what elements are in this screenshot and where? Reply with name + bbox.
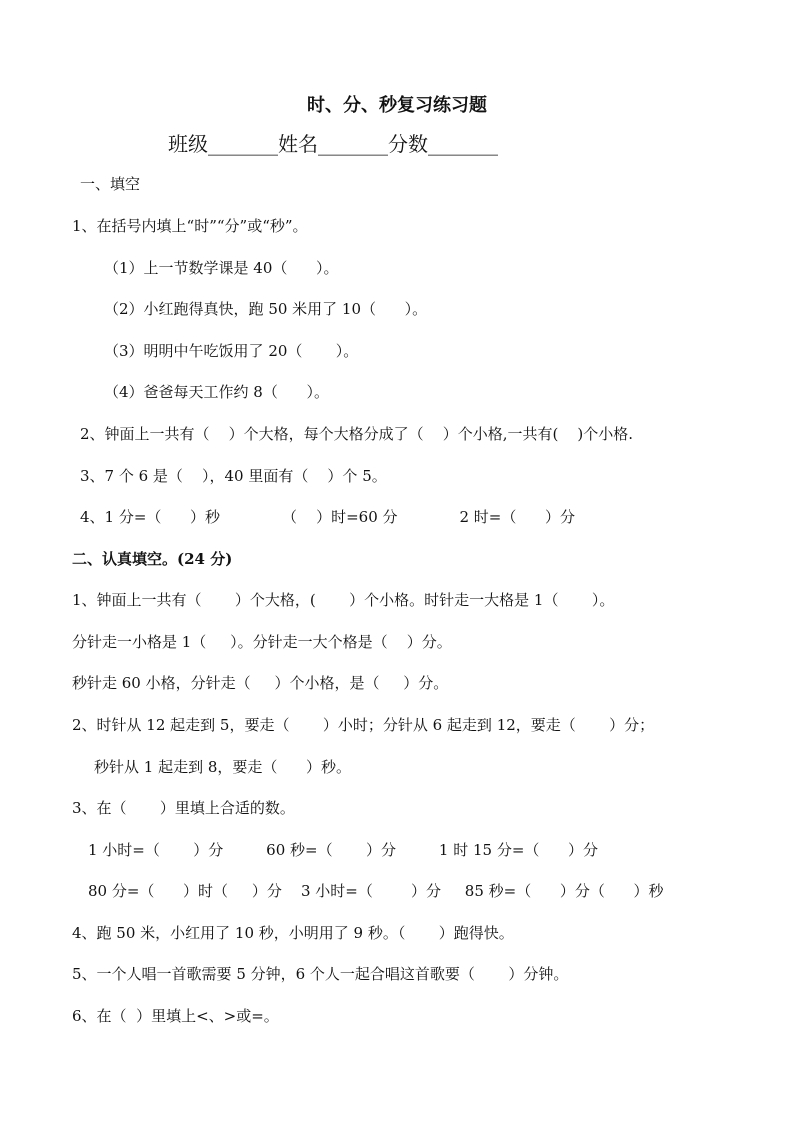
section-2-question-1-line-2: 分针走一小格是 1（ ）。分针走一大个格是（ ）分。	[72, 633, 452, 651]
section-2-question-2-line-1: 2、时针从 12 起走到 5，要走（ ）小时；分针从 6 起走到 12，要走（ ）分；	[72, 716, 655, 734]
section-1-question-1-item-3: （3）明明中午吃饭用了 20（ ）。	[104, 342, 359, 360]
section-1-question-1-item-2: （2）小红跑得真快，跑 50 米用了 10（ ）。	[104, 300, 428, 318]
section-1-question-3: 3、7 个 6 是（ ），40 里面有（ ）个 5。	[80, 467, 387, 485]
section-2-question-2-line-2: 秒针从 1 起走到 8，要走（ ）秒。	[94, 758, 352, 776]
section-1-question-1: 1、在括号内填上“时”“分”或“秒”。	[72, 217, 308, 235]
section-1-question-1-item-1: （1）上一节数学课是 40（ ）。	[104, 259, 339, 277]
section-2-question-3: 3、在（ ）里填上合适的数。	[72, 799, 295, 817]
page-title: 时、分、秒复习练习题	[307, 95, 487, 116]
section-1-question-1-item-4: （4）爸爸每天工作约 8（ ）。	[104, 383, 329, 401]
section-2-question-6: 6、在（ ）里填上<、>或=。	[72, 1007, 279, 1025]
section-2-question-3-row-2: 80 分=（ ）时（ ）分 3 小时=（ ）分 85 秒=（ ）分（ ）秒	[88, 882, 664, 900]
section-1-heading: 一、填空	[80, 175, 141, 193]
section-1-question-4: 4、1 分=（ ）秒 （ ）时=60 分 2 时=（ ）分	[80, 508, 575, 526]
section-2-question-1-line-3: 秒针走 60 小格，分针走（ ）个小格，是（ ）分。	[72, 674, 449, 692]
student-info-line: 班级_______姓名_______分数_______	[168, 132, 498, 156]
section-2-question-1-line-1: 1、钟面上一共有（ ）个大格，( ）个小格。时针走一大格是 1（ ）。	[72, 591, 615, 609]
section-2-heading: 二、认真填空。(24 分)	[72, 550, 233, 568]
section-2-question-5: 5、一个人唱一首歌需要 5 分钟，6 个人一起合唱这首歌要（ ）分钟。	[72, 965, 569, 983]
section-2-question-3-row-1: 1 小时=（ ）分 60 秒=（ ）分 1 时 15 分=（ ）分	[88, 841, 598, 859]
section-1-question-2: 2、钟面上一共有（ ）个大格，每个大格分成了（ ）个小格,一共有( )个小格.	[80, 425, 634, 443]
section-2-question-4: 4、跑 50 米，小红用了 10 秒，小明用了 9 秒。（ ）跑得快。	[72, 924, 514, 942]
